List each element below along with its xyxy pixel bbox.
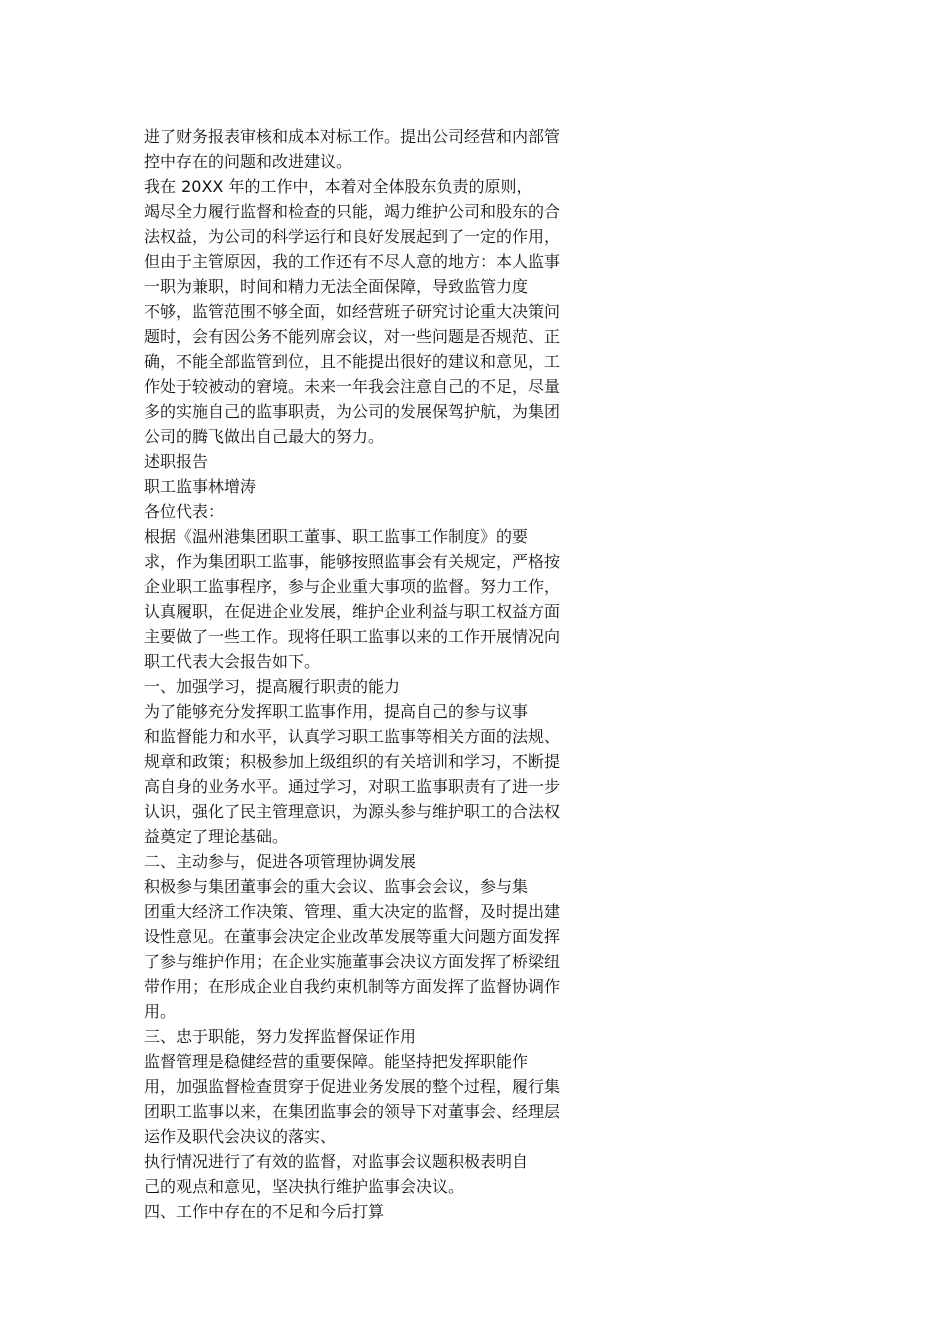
text-line: 和监督能力和水平，认真学习职工监事等相关方面的法规、 — [144, 727, 561, 746]
salutation: 各位代表： — [144, 502, 225, 521]
text-line: 根据《温州港集团职工董事、职工监事工作制度》的要 — [144, 527, 529, 546]
text-line: 执行情况进行了有效的监督，对监事会议题积极表明自 — [144, 1152, 529, 1171]
text-line: 求，作为集团职工监事，能够按照监事会有关规定，严格按 — [144, 552, 561, 571]
text-line: 企业职工监事程序，参与企业重大事项的监督。努力工作， — [144, 577, 561, 596]
author-line: 职工监事林增涛 — [144, 477, 257, 496]
text-line: 职工代表大会报告如下。 — [144, 652, 321, 671]
text-line: 规章和政策；积极参加上级组织的有关培训和学习，不断提 — [144, 752, 561, 771]
text-line: 但由于主管原因，我的工作还有不尽人意的地方：本人监事 — [144, 252, 561, 271]
text-line: 控中存在的问题和改进建议。 — [144, 152, 353, 171]
text-line: 积极参与集团董事会的重大会议、监事会会议，参与集 — [144, 877, 529, 896]
text-line: 设性意见。在董事会决定企业改革发展等重大问题方面发挥 — [144, 927, 561, 946]
text-line: 进了财务报表审核和成本对标工作。提出公司经营和内部管 — [144, 127, 561, 146]
text-line: 主要做了一些工作。现将任职工监事以来的工作开展情况向 — [144, 627, 561, 646]
text-line: 高自身的业务水平。通过学习，对职工监事职责有了进一步 — [144, 777, 561, 796]
section-heading: 二、主动参与，促进各项管理协调发展 — [144, 852, 417, 871]
text-line: 公司的腾飞做出自己最大的努力。 — [144, 427, 385, 446]
text-line: 带作用；在形成企业自我约束机制等方面发挥了监督协调作 — [144, 977, 561, 996]
text-line: 益奠定了理论基础。 — [144, 827, 289, 846]
text-line: 认真履职，在促进企业发展，维护企业利益与职工权益方面 — [144, 602, 561, 621]
text-line: 我在 20XX 年的工作中，本着对全体股东负责的原则， — [144, 177, 533, 196]
text-line: 监督管理是稳健经营的重要保障。能坚持把发挥职能作 — [144, 1052, 529, 1071]
text-line: 团职工监事以来，在集团监事会的领导下对董事会、经理层 — [144, 1102, 561, 1121]
text-line: 用。 — [144, 1002, 177, 1021]
text-line: 运作及职代会决议的落实、 — [144, 1127, 337, 1146]
text-line: 作处于较被动的窘境。未来一年我会注意自己的不足，尽量 — [144, 377, 561, 396]
text-line: 法权益，为公司的科学运行和良好发展起到了一定的作用， — [144, 227, 561, 246]
text-line: 不够，监管范围不够全面，如经营班子研究讨论重大决策问 — [144, 302, 561, 321]
text-line: 己的观点和意见，坚决执行维护监事会决议。 — [144, 1177, 465, 1196]
text-line: 多的实施自己的监事职责，为公司的发展保驾护航，为集团 — [144, 402, 561, 421]
section-heading: 三、忠于职能，努力发挥监督保证作用 — [144, 1027, 417, 1046]
text-line: 竭尽全力履行监督和检查的只能，竭力维护公司和股东的合 — [144, 202, 561, 221]
text-line: 了参与维护作用；在企业实施董事会决议方面发挥了桥梁纽 — [144, 952, 561, 971]
text-line: 题时，会有因公务不能列席会议，对一些问题是否规范、正 — [144, 327, 561, 346]
text-line: 确，不能全部监管到位，且不能提出很好的建议和意见，工 — [144, 352, 561, 371]
section-heading: 一、加强学习，提高履行职责的能力 — [144, 677, 401, 696]
report-title: 述职报告 — [144, 452, 209, 471]
text-line: 认识，强化了民主管理意识，为源头参与维护职工的合法权 — [144, 802, 561, 821]
document-page — [144, 124, 584, 1224]
section-heading: 四、工作中存在的不足和今后打算 — [144, 1202, 385, 1221]
text-line: 为了能够充分发挥职工监事作用，提高自己的参与议事 — [144, 702, 529, 721]
text-line: 团重大经济工作决策、管理、重大决定的监督，及时提出建 — [144, 902, 561, 921]
text-line: 用，加强监督检查贯穿于促进业务发展的整个过程，履行集 — [144, 1077, 561, 1096]
text-line: 一职为兼职，时间和精力无法全面保障，导致监管力度 — [144, 277, 529, 296]
